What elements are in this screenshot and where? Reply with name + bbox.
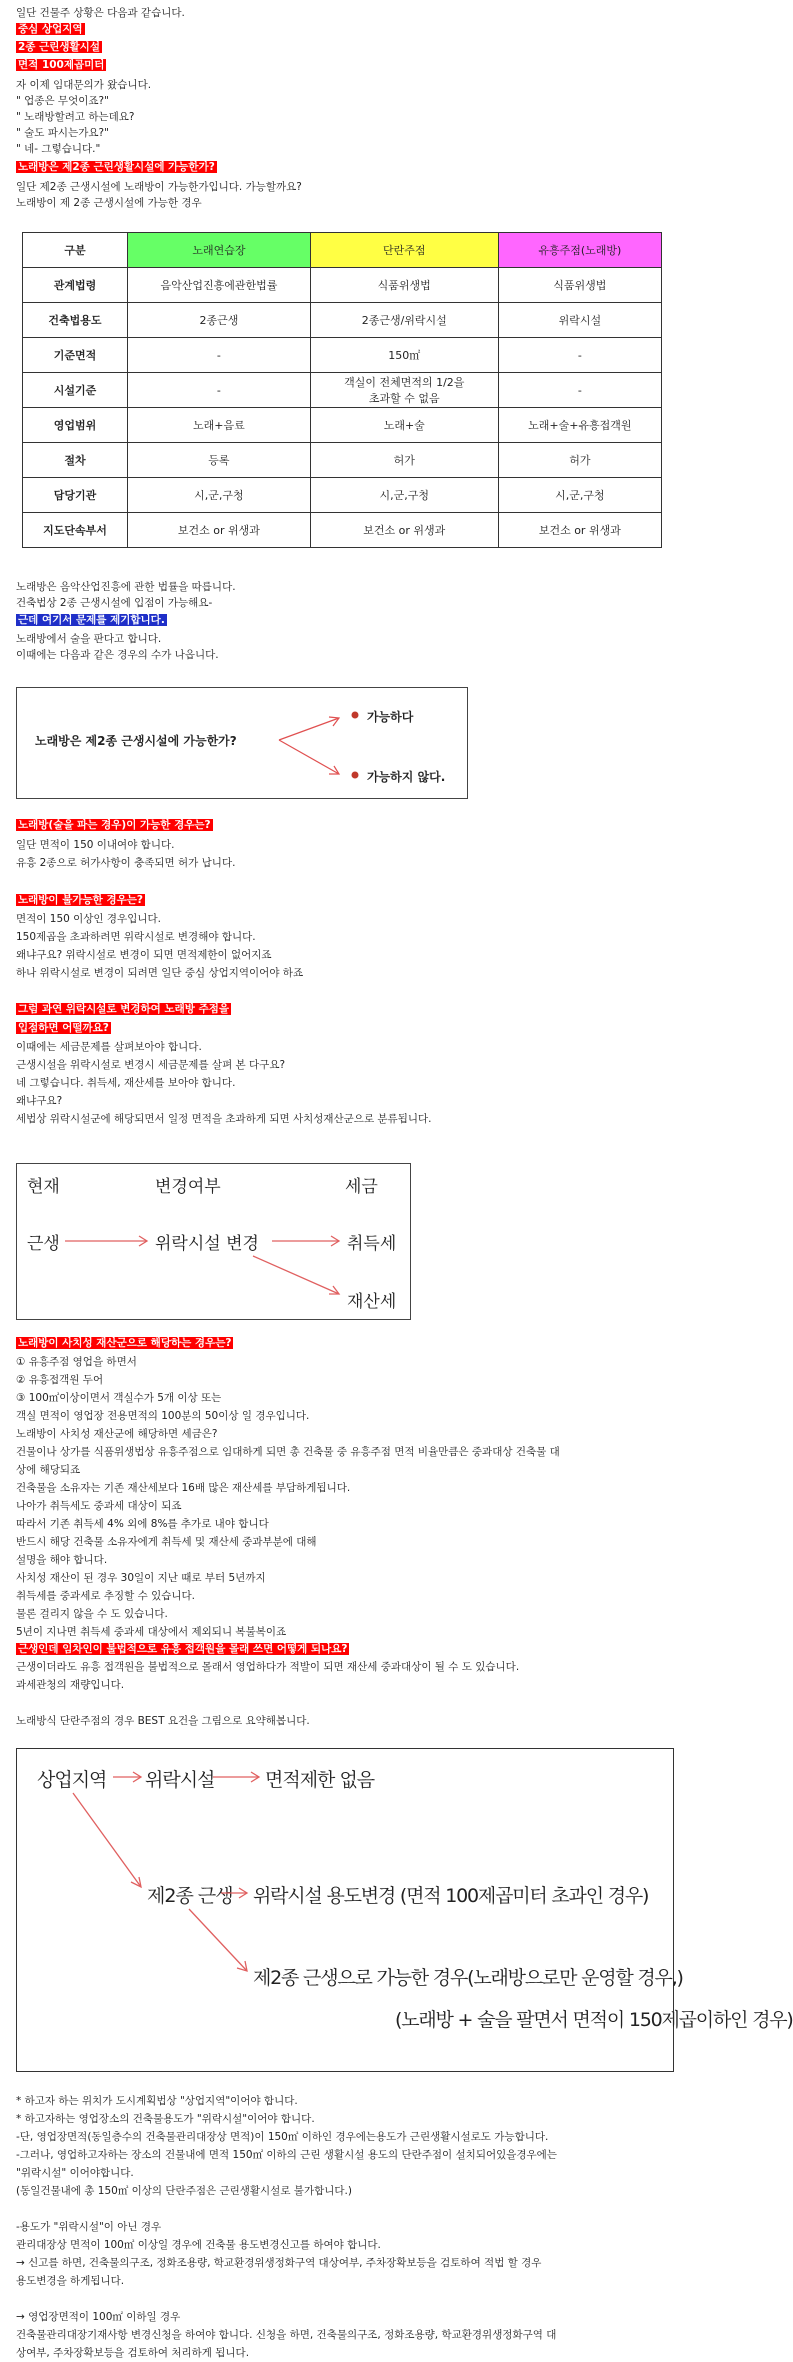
summary-no-area-limit: 면적제한 없음 xyxy=(265,1769,375,1791)
footer-line: * 하고자하는 영업장소의 건축물용도가 "위락시설"이어야 합니다. xyxy=(16,2113,315,2125)
table-row-label: 담당기관 xyxy=(23,478,128,513)
highlight-use xyxy=(16,40,102,55)
table-row-label: 건축법용도 xyxy=(23,303,128,338)
footer-line: -용도가 "위락시설"이 아닌 경우 xyxy=(16,2221,162,2233)
table-cell: - xyxy=(498,373,661,408)
body-line: 근생시설을 위락시설로 변경시 세금문제를 살펴 본 다구요? xyxy=(16,1059,286,1071)
table-cell: 식품위생법 xyxy=(498,268,661,303)
table-header-cell: 유흥주점(노래방) xyxy=(498,233,661,268)
table-header-cell: 구분 xyxy=(23,233,128,268)
highlight-text: 중심 상업지역 xyxy=(18,23,83,35)
diagram-arrows xyxy=(17,688,467,798)
table-cell: 보건소 or 위생과 xyxy=(310,513,498,548)
table-row-label: 기준면적 xyxy=(23,338,128,373)
body-line: 상에 해당되죠 xyxy=(16,1464,81,1476)
table-cell: 음악산업진흥에관한법률 xyxy=(128,268,311,303)
body-line: ① 유흥주점 영업을 하면서 xyxy=(16,1356,137,1368)
table-row-label: 지도단속부서 xyxy=(23,513,128,548)
body-line: 150제곱을 초과하려면 위락시설로 변경해야 합니다. xyxy=(16,931,256,943)
body-line: 면적이 150 이상인 경우입니다. xyxy=(16,913,161,925)
diagram-now-value: 근생 xyxy=(27,1234,60,1254)
body-line: 이때에는 다음과 같은 경우의 수가 나옵니다. xyxy=(16,649,219,661)
diagram3-arrows xyxy=(17,1749,673,2071)
body-line: 5년이 지나면 취득세 중과세 대상에서 제외되니 복불복이죠 xyxy=(16,1626,287,1638)
body-line: 과세관청의 재량입니다. xyxy=(16,1679,125,1691)
table-cell: 노래+술+유흥접객원 xyxy=(498,408,661,443)
table-row xyxy=(23,513,662,548)
diagram-yes-label: 가능하다 xyxy=(367,710,414,724)
body-line: 노래방식 단란주점의 경우 BEST 요건을 그림으로 요약해봅니다. xyxy=(16,1715,310,1727)
section-heading-3 xyxy=(16,893,145,908)
table-cell: - xyxy=(498,338,661,373)
table-cell: 허가 xyxy=(310,443,498,478)
table-cell: 2종근생 xyxy=(128,303,311,338)
table-cell: 노래+술 xyxy=(310,408,498,443)
diagram-tax-acquisition: 취득세 xyxy=(347,1234,397,1254)
footer-line: 건축물관리대장기재사항 변경신청을 하여야 합니다. 신청을 하면, 건축물의구조, 정화조용량, 학교환경위생정화구역 대 xyxy=(16,2329,557,2341)
intro-line: 일단 건물주 상황은 다음과 같습니다. xyxy=(16,7,185,19)
table-cell: 시,군,구청 xyxy=(498,478,661,513)
table-cell: 시,군,구청 xyxy=(128,478,311,513)
table-cell: 시,군,구청 xyxy=(310,478,498,513)
highlight-text: 그럼 과연 위락시설로 변경하여 노래방 주점을 xyxy=(18,1003,229,1015)
body-line: 객실 면적이 영업장 전용면적의 100분의 50이상 일 경우입니다. xyxy=(16,1410,310,1422)
intro-line: " 술도 파시는가요?" xyxy=(16,127,109,139)
body-line: 취득세를 중과세로 추징할 수 있습니다. xyxy=(16,1590,195,1602)
body-line: ② 유흥접객원 두어 xyxy=(16,1374,104,1386)
diagram-change-value: 위락시설 변경 xyxy=(155,1234,259,1254)
summary-type2-possible: 제2종 근생으로 가능한 경우(노래방으로만 운영할 경우,) xyxy=(253,1967,683,1989)
highlight-issue xyxy=(16,613,167,628)
section-heading-2 xyxy=(16,818,213,833)
body-line: 이때에는 세금문제를 살펴보아야 합니다. xyxy=(16,1041,202,1053)
diagram2-arrows xyxy=(17,1164,410,1319)
table-header-cell: 단란주점 xyxy=(310,233,498,268)
body-line: 하나 위락시설로 변경이 되려면 일단 중심 상업지역이어야 하죠 xyxy=(16,967,304,979)
highlight-illegal xyxy=(16,1642,349,1657)
body-line: 건물이나 상가를 식품위생법상 유흥주점으로 임대하게 되면 총 건축물 중 유흥주점 면적 비율만큼은 중과대상 건축물 대 xyxy=(16,1446,560,1458)
body-line: 반드시 해당 건축물 소유자에게 취득세 및 재산세 중과부분에 대해 xyxy=(16,1536,317,1548)
table-row xyxy=(23,268,662,303)
table-cell: 위락시설 xyxy=(498,303,661,338)
diagram-col-change: 변경여부 xyxy=(155,1177,221,1197)
highlight-text: 노래방이 불가능한 경우는? xyxy=(18,894,143,906)
table-header-row xyxy=(23,233,662,268)
body-line: 노래방은 음악산업진흥에 관한 법률을 따릅니다. xyxy=(16,581,236,593)
table-row-label: 영업범위 xyxy=(23,408,128,443)
diagram-no-label: 가능하지 않다. xyxy=(367,770,446,784)
body-line: 건축물을 소유자는 기존 재산세보다 16배 많은 재산세를 부담하게됩니다. xyxy=(16,1482,351,1494)
body-line: 왜냐구요? 위락시설로 변경이 되면 면적제한이 없어지죠 xyxy=(16,949,272,961)
body-line: 건축법상 2종 근생시설에 입점이 가능해요- xyxy=(16,597,213,609)
table-cell: 객실이 전체면적의 1/2을 초과할 수 없음 xyxy=(310,373,498,408)
table-cell: 150㎡ xyxy=(310,338,498,373)
body-line: 노래방이 제 2종 근생시설에 가능한 경우 xyxy=(16,197,202,209)
highlight-text: 노래방이 사치성 재산군으로 해당하는 경우는? xyxy=(18,1337,232,1349)
body-line: 노래방에서 술을 판다고 합니다. xyxy=(16,633,162,645)
table-cell: 등록 xyxy=(128,443,311,478)
table-cell: 노래+음료 xyxy=(128,408,311,443)
highlight-text: 근데 여기서 문제를 제기합니다. xyxy=(18,614,165,626)
table-row xyxy=(23,338,662,373)
body-line: 설명을 해야 합니다. xyxy=(16,1554,108,1566)
table-row xyxy=(23,443,662,478)
body-line: 일단 면적이 150 이내여야 합니다. xyxy=(16,839,175,851)
table-row xyxy=(23,373,662,408)
summary-diagram xyxy=(16,1748,793,2072)
section-heading-4b xyxy=(16,1021,111,1036)
footer-line: -단, 영업장면적(동일층수의 건축물관리대장상 면적)이 150㎡ 이하인 경우에는용도가 근린생활시설로도 가능합니다. xyxy=(16,2131,549,2143)
body-line: 네 그렇습니다. 취득세, 재산세를 보아야 합니다. xyxy=(16,1077,236,1089)
diagram-tax-property: 재산세 xyxy=(347,1292,397,1312)
footer-line: (동일건물내에 총 150㎡ 이상의 단란주점은 근린생활시설로 불가합니다.) xyxy=(16,2185,352,2197)
intro-line: " 업종은 무엇이죠?" xyxy=(16,95,109,107)
table-row xyxy=(23,478,662,513)
highlight-text: 노래방은 제2종 근린생활시설에 가능한가? xyxy=(18,161,215,173)
table-row-label: 절차 xyxy=(23,443,128,478)
body-line: 나아가 취득세도 중과세 대상이 되죠 xyxy=(16,1500,182,1512)
diagram-col-tax: 세금 xyxy=(345,1177,378,1197)
summary-use-change: 위락시설 용도변경 (면적 100제곱미터 초과인 경우) xyxy=(253,1885,649,1907)
table-cell: 허가 xyxy=(498,443,661,478)
footer-line: 관리대장상 면적이 100㎡ 이상일 경우에 건축물 용도변경신고를 하여야 합니다. xyxy=(16,2239,381,2251)
footer-line: → 영업장면적이 100㎡ 이하일 경우 xyxy=(16,2311,181,2323)
table-cell: 보건소 or 위생과 xyxy=(498,513,661,548)
highlight-text: 노래방(술을 파는 경우)이 가능한 경우는? xyxy=(18,819,211,831)
highlight-text: 입점하면 어떨까요? xyxy=(18,1022,109,1034)
intro-line: " 네- 그렇습니다." xyxy=(16,143,101,155)
body-line: 노래방이 사치성 재산군에 해당하면 세금은? xyxy=(16,1428,218,1440)
footer-line: -그러나, 영업하고자하는 장소의 건물내에 면적 150㎡ 이하의 근린 생활시설 용도의 단란주점이 설치되어있을경우에는 xyxy=(16,2149,557,2161)
highlight-text: 면적 100제곱미터 xyxy=(18,59,105,71)
footer-line: "위락시설" 이어야합니다. xyxy=(16,2167,134,2179)
table-cell: 식품위생법 xyxy=(310,268,498,303)
table-cell: 보건소 or 위생과 xyxy=(128,513,311,548)
footer-line: * 하고자 하는 위치가 도시계획법상 "상업지역"이어야 합니다. xyxy=(16,2095,298,2107)
intro-line: 자 이제 임대문의가 왔습니다. xyxy=(16,79,152,91)
intro-line: " 노래방할려고 하는데요? xyxy=(16,111,135,123)
body-line: 유흥 2종으로 허가사항이 충족되면 허가 납니다. xyxy=(16,857,236,869)
summary-area-condition: (노래방 + 술을 팔면서 면적이 150제곱이하인 경우) xyxy=(395,2009,793,2031)
comparison-table xyxy=(22,232,662,548)
body-line: 세법상 위락시설군에 해당되면서 일정 면적을 초과하게 되면 사치성재산군으로 분류됩니다. xyxy=(16,1113,432,1125)
table-cell: - xyxy=(128,338,311,373)
section-heading-1 xyxy=(16,160,217,175)
table-row-label: 관계법령 xyxy=(23,268,128,303)
body-line: 왜냐구요? xyxy=(16,1095,63,1107)
body-line: 따라서 기존 취득세 4% 외에 8%를 추가로 내야 합니다 xyxy=(16,1518,269,1530)
table-header-cell: 노래연습장 xyxy=(128,233,311,268)
summary-type2: 제2종 근생 xyxy=(147,1885,233,1907)
summary-amusement: 위락시설 xyxy=(145,1769,215,1791)
body-line: 일단 제2종 근생시설에 노래방이 가능한가입니다. 가능할까요? xyxy=(16,181,302,193)
table-cell: 2종근생/위락시설 xyxy=(310,303,498,338)
footer-line: 상여부, 주차장확보등을 검토하여 처리하게 됩니다. xyxy=(16,2347,250,2359)
body-line: 사치성 재산이 된 경우 30일이 지난 때로 부터 5년까지 xyxy=(16,1572,266,1584)
summary-commercial-zone: 상업지역 xyxy=(37,1769,107,1791)
highlight-zone xyxy=(16,22,85,37)
table-cell: - xyxy=(128,373,311,408)
decision-diagram xyxy=(16,687,468,799)
table-row-label: 시설기준 xyxy=(23,373,128,408)
table-row xyxy=(23,408,662,443)
body-line: 근생이더라도 유흥 접객원을 불법적으로 몰래서 영업하다가 적발이 되면 재산세 중과대상이 될 수 도 있습니다. xyxy=(16,1661,520,1673)
body-line: 물론 걸리지 않을 수 도 있습니다. xyxy=(16,1608,168,1620)
section-heading-5 xyxy=(16,1336,233,1351)
highlight-text: 근생인데 임차인이 불법적으로 유흥 접객원을 몰래 쓰면 어떻게 되나요? xyxy=(18,1643,348,1655)
section-heading-4a xyxy=(16,1002,231,1017)
footer-line: → 신고를 하면, 건축물의구조, 정화조용량, 학교환경위생정화구역 대상여부, 주차장확보등을 검토하여 적법 할 경우 xyxy=(16,2257,542,2269)
footer-line: 용도변경을 하게됩니다. xyxy=(16,2275,125,2287)
diagram-col-now: 현재 xyxy=(27,1177,60,1197)
body-line: ③ 100㎡이상이면서 객실수가 5개 이상 또는 xyxy=(16,1392,222,1404)
diagram-question: 노래방은 제2종 근생시설에 가능한가? xyxy=(35,734,237,748)
highlight-text: 2종 근린생활시설 xyxy=(18,41,100,53)
table-row xyxy=(23,303,662,338)
highlight-area xyxy=(16,58,106,73)
tax-diagram xyxy=(16,1163,411,1320)
